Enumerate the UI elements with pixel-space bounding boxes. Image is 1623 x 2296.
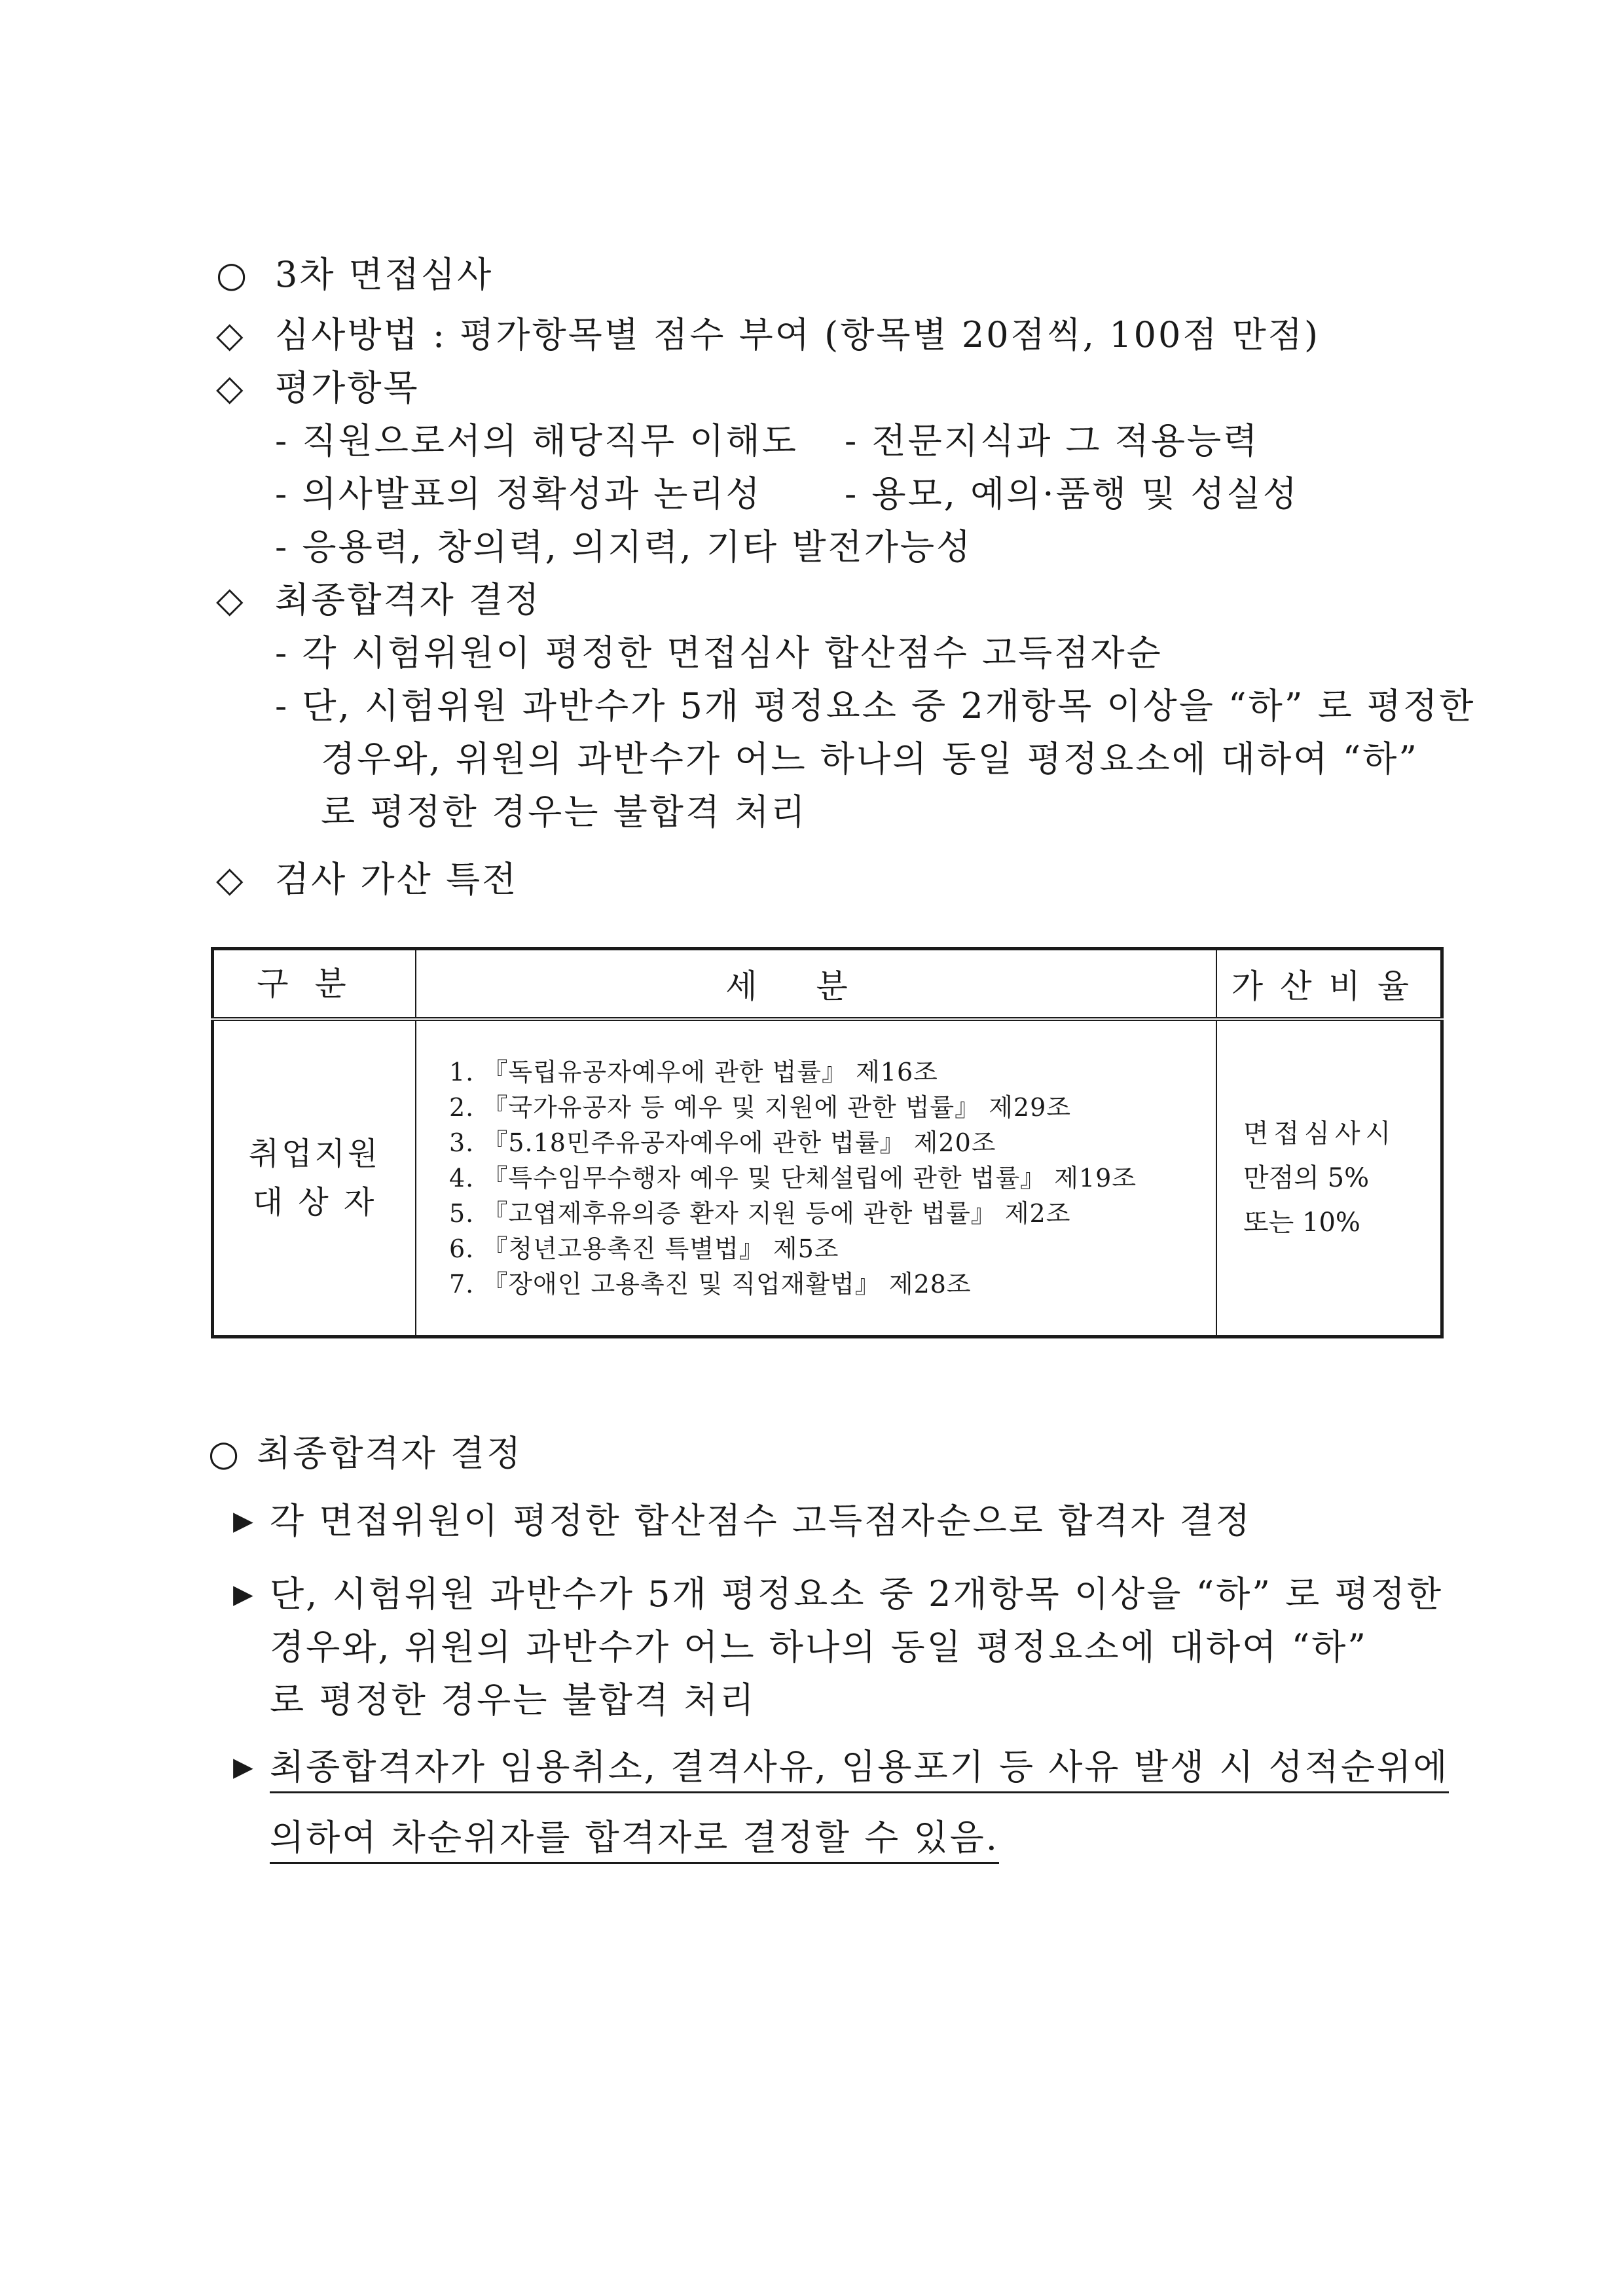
diamond-bullet-icon: ◇ [216, 859, 244, 900]
evaluation-item: - 전문지식과 그 적용능력 [845, 420, 1260, 461]
underlined-rule-line: 의하여 차순위자를 합격자로 결정할 수 있음. [270, 1814, 999, 1861]
evaluation-item: - 의사발표의 정확성과 논리성 [275, 473, 762, 514]
circle-bullet-icon: ○ [216, 254, 247, 295]
triangle-bullet-icon: ▶ [233, 1752, 253, 1782]
decision-line: 로 평정한 경우는 불합격 처리 [321, 791, 807, 833]
header-category: 구분 [213, 949, 416, 1020]
diamond-bullet-icon: ◇ [216, 314, 244, 355]
bonus-table [211, 947, 1444, 1338]
category-cell [213, 1019, 416, 1337]
laws-cell [416, 1019, 1216, 1337]
law-item: 1. 『독립유공자예우에 관한 법률』 제16조 [449, 1058, 938, 1086]
circle-bullet-icon: ○ [208, 1433, 240, 1474]
final-rule-line: 단, 시험위원 과반수가 5개 평정요소 중 2개항목 이상을 “하” 로 평정한 [270, 1573, 1444, 1615]
category-line: 대 상 자 [252, 1184, 377, 1221]
final-decision-heading: 최종합격자 결정 [275, 579, 541, 620]
law-item: 3. 『5.18민주유공자예우에 관한 법률』 제20조 [449, 1128, 996, 1157]
section-title-final: 최종합격자 결정 [257, 1433, 523, 1474]
law-item: 2. 『국가유공자 등 예우 및 지원에 관한 법률』 제29조 [449, 1093, 1071, 1122]
final-rule-line: 로 평정한 경우는 불합격 처리 [270, 1679, 756, 1721]
final-rule-line: 각 면접위원이 평정한 합산점수 고득점자순으로 합격자 결정 [270, 1500, 1252, 1541]
underlined-rule-line: 최종합격자가 임용취소, 결격사유, 임용포기 등 사유 발생 시 성적순위에 [270, 1744, 1449, 1791]
table-header-row [213, 949, 1442, 1020]
section-title-interview: 3차 면접심사 [275, 254, 494, 295]
header-ratio: 가산비율 [1216, 949, 1442, 1020]
triangle-bullet-icon: ▶ [233, 1506, 253, 1536]
diamond-bullet-icon: ◇ [216, 579, 244, 620]
evaluation-item: - 응용력, 창의력, 의지력, 기타 발전가능성 [275, 526, 973, 567]
decision-line: - 단, 시험위원 과반수가 5개 평정요소 중 2개항목 이상을 “하” 로 평정한 [275, 685, 1476, 726]
decision-line: 경우와, 위원의 과반수가 어느 하나의 동일 평정요소에 대하여 “하” [321, 738, 1419, 780]
evaluation-item: - 직원으로서의 해당직무 이해도 [275, 420, 798, 461]
header-detail: 세분 [416, 949, 1216, 1020]
bonus-heading: 검사 가산 특전 [275, 859, 519, 900]
law-item: 6. 『청년고용촉진 특별법』 제5조 [449, 1234, 839, 1263]
review-method: 심사방법 : 평가항목별 점수 부여 (항목별 20점씩, 100점 만점) [275, 314, 1321, 355]
ratio-line: 면접심사시 [1243, 1119, 1396, 1149]
diamond-bullet-icon: ◇ [216, 367, 244, 408]
evaluation-item: - 용모, 예의·품행 및 성실성 [845, 473, 1299, 514]
ratio-cell [1216, 1019, 1442, 1337]
table-row [213, 1019, 1442, 1337]
final-rule-line: 경우와, 위원의 과반수가 어느 하나의 동일 평정요소에 대하여 “하” [270, 1626, 1368, 1668]
ratio-line: 만점의 5% [1243, 1163, 1370, 1193]
decision-line: - 각 시험위원이 평정한 면접심사 합산점수 고득점자순 [275, 632, 1163, 673]
law-item: 7. 『장애인 고용촉진 및 직업재활법』 제28조 [449, 1270, 972, 1299]
law-item: 5. 『고엽제후유의증 환자 지원 등에 관한 법률』 제2조 [449, 1199, 1071, 1228]
ratio-line: 또는 10% [1243, 1208, 1360, 1238]
evaluation-items-heading: 평가항목 [275, 367, 420, 408]
law-item: 4. 『특수임무수행자 예우 및 단체설립에 관한 법률』 제19조 [449, 1164, 1137, 1193]
triangle-bullet-icon: ▶ [233, 1579, 253, 1609]
category-line: 취업지원 [248, 1136, 381, 1172]
